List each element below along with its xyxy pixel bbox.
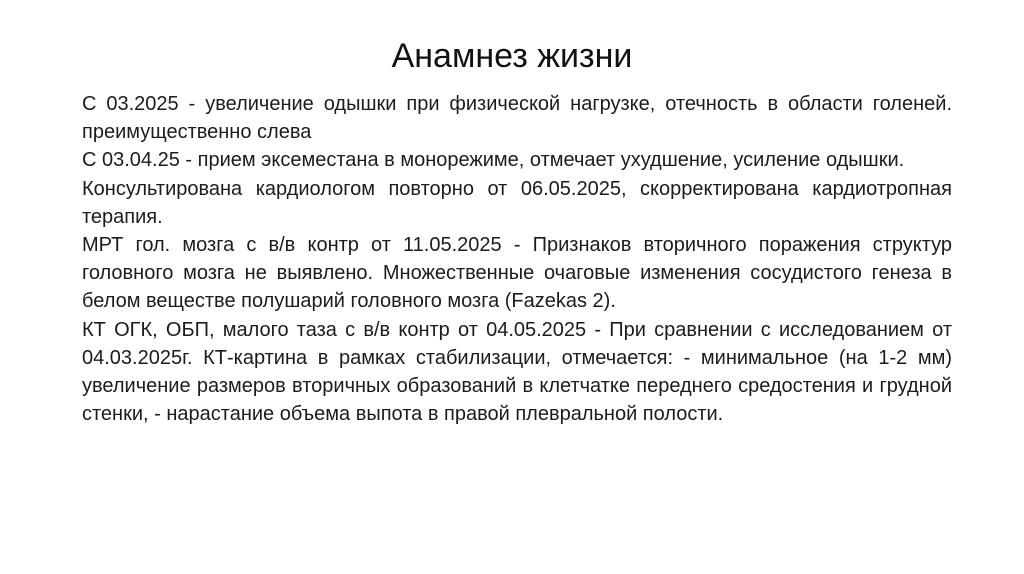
paragraph-dyspnea-onset: С 03.2025 - увеличение одышки при физической нагрузке, отечность в области голеней. преимущественно слева [82,93,952,144]
paragraph-mri: МРТ гол. мозга с в/в контр от 11.05.2025 - Признаков вторичного поражения структур головного мозга не выявлено. Множественные очаговые изменения сосудистого генеза в белом веществе полушарий головного мозга (Fazekas 2). [82,234,952,313]
paragraph-cardiology: Консультирована кардиологом повторно от 06.05.2025, скорректирована кардиотропная терапия. [82,177,952,228]
slide-body [82,90,952,428]
slide-title: Анамнез жизни [391,37,633,75]
paragraph-exemestane: С 03.04.25 - прием эксеместана в монорежиме, отмечает ухудшение, усиление одышки. [82,149,905,172]
paragraph-ct: КТ ОГК, ОБП, малого таза с в/в контр от 04.05.2025 - При сравнении с исследованием от 04.03.2025г. КТ-картина в рамках стабилизации, отмечается: - минимальное (на 1-2 мм) увеличение размеров вторичных образований в клетчатке переднего средостения и грудной стенки, - нарастание объема выпота в правой плевральной полости. [82,318,952,426]
